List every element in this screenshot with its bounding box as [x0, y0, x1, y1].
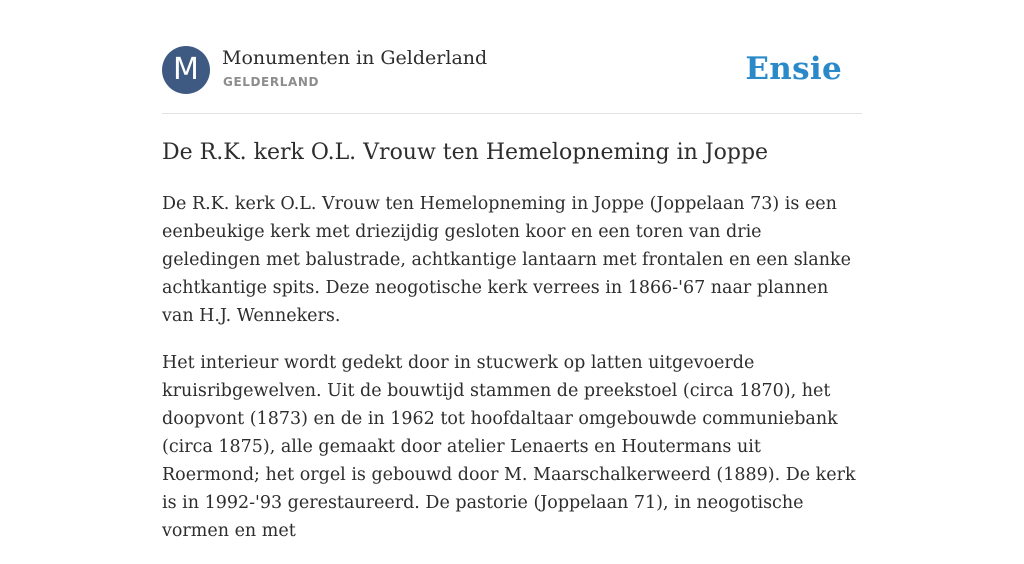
article-paragraph: De R.K. kerk O.L. Vrouw ten Hemelopneming in Joppe (Joppelaan 73) is een eenbeukige kerk met driezijdig gesloten koor en een toren van drie geledingen met balustrade, achtkantige lantaarn met frontalen en een slanke achtkantige spits. Deze neogotische kerk verrees in 1866-'67 naar plannen van H.J. Wennekers. [162, 194, 851, 326]
header [162, 46, 862, 96]
source-name[interactable]: Monumenten in Gelderland [222, 47, 488, 69]
avatar[interactable]: M [162, 46, 210, 94]
source-region[interactable]: GELDERLAND [223, 75, 320, 89]
article-body [162, 190, 862, 564]
article-paragraph: Het interieur wordt gedekt door in stucwerk op latten uitgevoerde kruisribgewelven. Uit de bouwtijd stammen de preekstoel (circa 1870), het doopvont (1873) en de in 1962 tot hoofdaltaar omgebouwde communiebank (circa 1875), alle gemaakt door atelier Lenaerts en Houtermans uit Roermond; het orgel is gebouwd door M. Maarschalkerweerd (1889). De kerk is in 1992-'93 gerestaureerd. De pastorie (Joppelaan 71), in neogotische vormen en met [162, 353, 856, 541]
article-title: De R.K. kerk O.L. Vrouw ten Hemelopneming in Joppe [162, 140, 769, 165]
divider [162, 113, 862, 114]
brand-logo[interactable]: Ensie [745, 51, 842, 87]
